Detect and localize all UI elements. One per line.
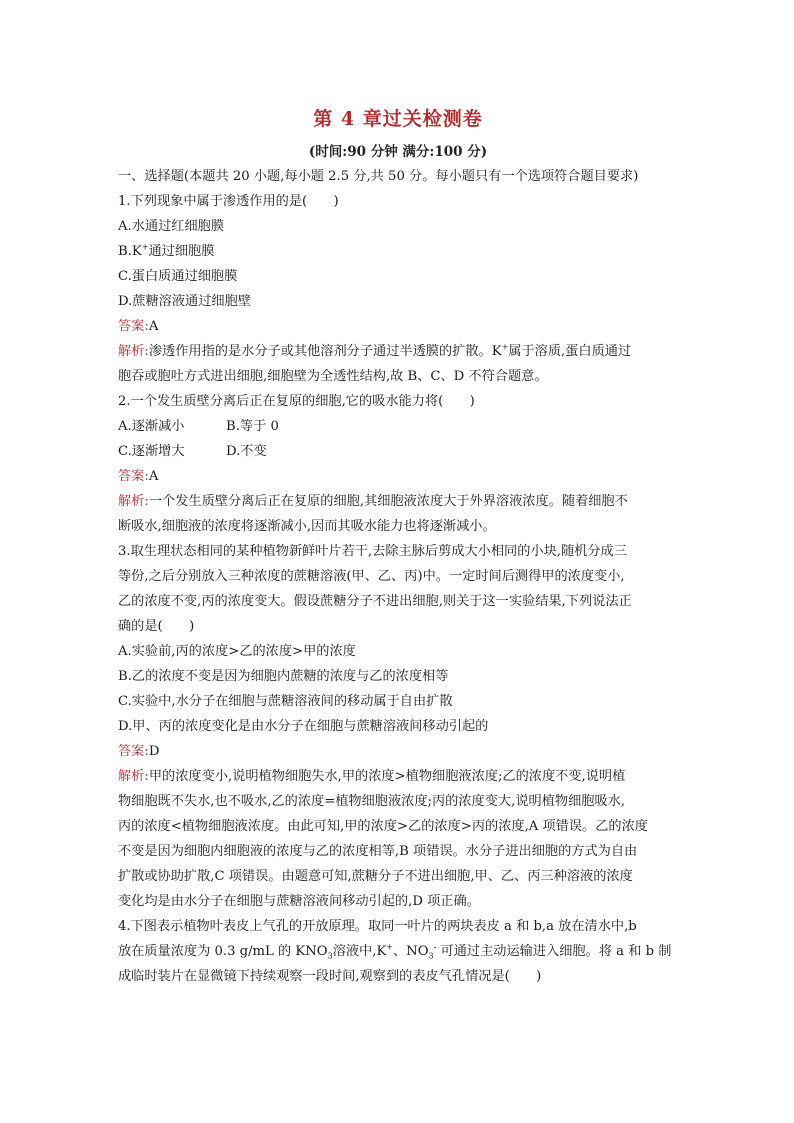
question-3-option-c: C.实验中,水分子在细胞与蔗糖溶液间的移动属于自由扩散 <box>118 694 453 709</box>
section-heading: 一、选择题(本题共 20 小题,每小题 2.5 分,共 50 分。每小题只有一个选项符合题目要求) <box>118 169 639 184</box>
question-1-option-d: D.蔗糖溶液通过细胞壁 <box>118 294 251 309</box>
question-3-answer: 答案:D <box>118 744 160 759</box>
question-3-analysis-cont: 不变是因为细胞内细胞液的浓度与乙的浓度相等,B 项错误。水分子进出细胞的方式为自由 <box>118 844 638 859</box>
question-3-analysis: 解析:甲的浓度变小,说明植物细胞失水,甲的浓度>植物细胞液浓度;乙的浓度不变,说明植 <box>118 769 626 784</box>
question-3-stem: 3.取生理状态相同的某种植物新鲜叶片若干,去除主脉后剪成大小相同的小块,随机分成三 <box>118 544 627 559</box>
question-3-stem-cont: 等份,之后分别放入三种浓度的蔗糖溶液(甲、乙、丙)中。一定时间后测得甲的浓度变小, <box>118 569 625 584</box>
question-3-analysis-cont: 变化均是由水分子在细胞与蔗糖溶液间移动引起的,D 项正确。 <box>118 894 480 909</box>
question-1-answer: 答案:A <box>118 319 159 334</box>
question-3-option-a: A.实验前,丙的浓度>乙的浓度>甲的浓度 <box>118 644 356 659</box>
question-2-analysis-cont: 断吸水,细胞液的浓度将逐渐减小,因而其吸水能力也将逐渐减小。 <box>118 519 496 534</box>
question-1-analysis-cont: 胞吞或胞吐方式进出细胞,细胞壁为全透性结构,故 B、C、D 不符合题意。 <box>118 369 548 384</box>
question-3-stem-cont: 确的是( ) <box>118 619 195 634</box>
question-2-stem: 2.一个发生质壁分离后正在复原的细胞,它的吸水能力将( ) <box>118 394 475 409</box>
question-4-stem-cont: 放在质量浓度为 0.3 g/mL 的 $KNO_3$溶液中,K+、$NO_3^-$ 可通过主动运输进入细胞。将 a 和 b 制 <box>118 942 672 961</box>
question-1-option-a: A.水通过红细胞膜 <box>118 219 225 234</box>
question-3-stem-cont: 乙的浓度不变,丙的浓度变大。假设蔗糖分子不进出细胞,则关于这一实验结果,下列说法正 <box>118 594 632 609</box>
question-4-stem-cont: 成临时装片在显微镜下持续观察一段时间,观察到的表皮气孔情况是( ) <box>118 969 542 984</box>
question-1-option-b: B.K+通过细胞膜 <box>118 242 215 259</box>
exam-info: (时间:90 分钟 满分:100 分) <box>308 144 488 160</box>
question-2-analysis: 解析:一个发生质壁分离后正在复原的细胞,其细胞液浓度大于外界溶液浓度。随着细胞不 <box>118 494 628 509</box>
page-title: 第 4 章过关检测卷 <box>313 108 483 130</box>
question-4-stem: 4.下图表示植物叶表皮上气孔的开放原理。取同一叶片的两块表皮 a 和 b,a 放在清水中,b <box>118 919 637 934</box>
question-2-options-cd: C.逐渐增大 D.不变 <box>118 444 267 459</box>
question-1-stem: 1.下列现象中属于渗透作用的是( ) <box>118 194 339 209</box>
question-2-options-ab: A.逐渐减小 B.等于 0 <box>118 419 279 434</box>
question-3-analysis-cont: 丙的浓度<植物细胞液浓度。由此可知,甲的浓度>乙的浓度>丙的浓度,A 项错误。乙的浓度 <box>118 819 648 834</box>
question-1-analysis: 解析:渗透作用指的是水分子或其他溶剂分子通过半透膜的扩散。K+属于溶质,蛋白质通过 <box>118 342 632 359</box>
question-2-answer: 答案:A <box>118 469 159 484</box>
question-3-analysis-cont: 扩散或协助扩散,C 项错误。由题意可知,蔗糖分子不进出细胞,甲、乙、丙三种溶液的浓度 <box>118 869 633 884</box>
question-3-option-d: D.甲、丙的浓度变化是由水分子在细胞与蔗糖溶液间移动引起的 <box>118 719 489 734</box>
question-3-option-b: B.乙的浓度不变是因为细胞内蔗糖的浓度与乙的浓度相等 <box>118 669 449 684</box>
question-1-option-c: C.蛋白质通过细胞膜 <box>118 269 238 284</box>
question-3-analysis-cont: 物细胞既不失水,也不吸水,乙的浓度=植物细胞液浓度;丙的浓度变大,说明植物细胞吸水, <box>118 794 626 809</box>
content <box>118 164 678 989</box>
